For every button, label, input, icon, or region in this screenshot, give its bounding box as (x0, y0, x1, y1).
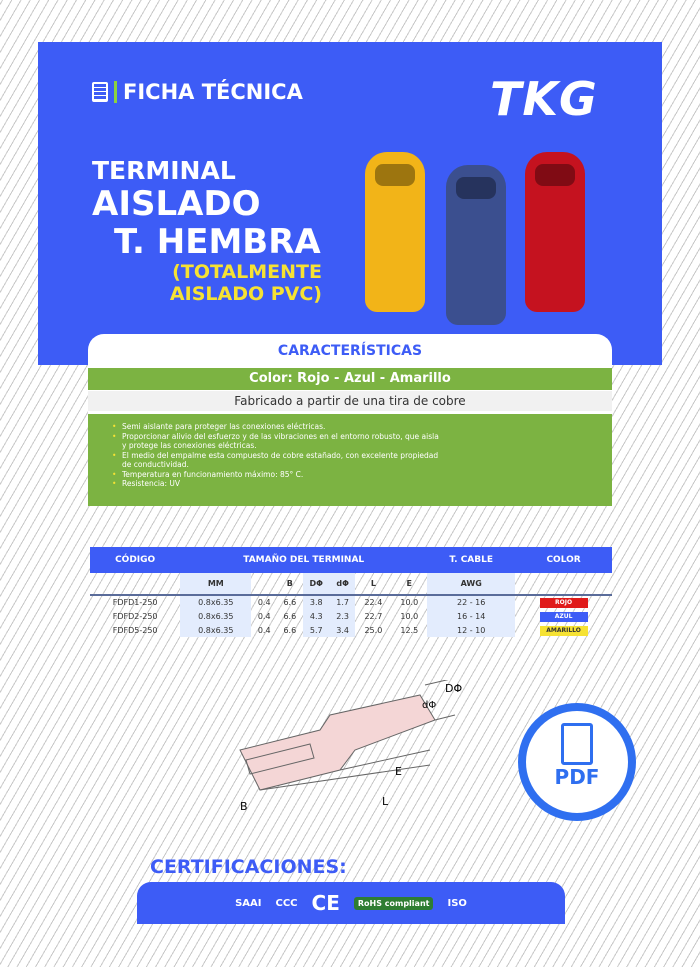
color-badge: ROJO (540, 598, 588, 608)
cell-E: 12.5 (400, 625, 419, 635)
pdf-label: PDF (554, 765, 600, 789)
sub-header: B (277, 573, 303, 595)
document-icon (92, 82, 108, 102)
red-terminal-image (525, 152, 585, 312)
iso-cert-icon: ISO (447, 897, 467, 909)
col-header: COLOR (515, 547, 612, 573)
sub-header: MM (180, 573, 251, 595)
cell-awg: 22 - 16 (427, 595, 515, 609)
col-header: CÓDIGO (90, 547, 180, 573)
cell-L: 25.0 (364, 625, 383, 635)
yellow-terminal-image (365, 152, 425, 312)
label-L: L (382, 795, 389, 808)
color-badge: AMARILLO (540, 626, 588, 636)
cell-a: 0.4 (257, 611, 271, 621)
sub-header: E (391, 573, 427, 595)
cell-awg: 16 - 14 (427, 609, 515, 623)
pdf-download-button[interactable] (518, 703, 636, 821)
features-card (88, 334, 612, 506)
cell-code: FDFD1-250 (112, 598, 158, 607)
terminal-dimension-diagram (230, 680, 490, 830)
cell-awg: 12 - 10 (427, 623, 515, 637)
cell-a: 0.4 (257, 625, 271, 635)
cell-color (515, 609, 612, 623)
cell-color (515, 595, 612, 609)
sub-header (515, 573, 612, 595)
list-item: • Temperatura en funcionamiento máximo: 85° C. (122, 470, 442, 480)
sub-header: L (355, 573, 391, 595)
saai-cert-icon: SAAI (235, 897, 262, 909)
cell-code: FDFD2-250 (112, 611, 158, 621)
color-line: Color: Rojo - Azul - Amarillo (88, 368, 612, 390)
title-line: T. HEMBRA (114, 222, 321, 262)
ccc-cert-icon: CCC (275, 897, 298, 909)
pdf-document-icon (561, 723, 593, 765)
cell-b: 6.6 (283, 611, 297, 621)
cell-code: FDFD5-250 (112, 625, 158, 635)
sub-header (251, 573, 277, 595)
list-item: • Semi aislante para proteger las conexiones eléctricas. (122, 422, 442, 432)
blue-terminal-image (446, 165, 506, 325)
label-d: dΦ (422, 700, 437, 711)
table-row (90, 609, 612, 623)
cert-heading: CERTIFICACIONES: (150, 856, 347, 878)
feature-list (88, 414, 612, 506)
table-row (90, 595, 612, 609)
table-row (90, 623, 612, 637)
label-D: DΦ (445, 682, 463, 695)
logo: TKG (490, 72, 598, 126)
sub-header: dΦ (330, 573, 356, 595)
cell-d: 3.4 (330, 623, 356, 637)
cert-bar (137, 882, 565, 924)
cell-mm: 0.8x6.35 (180, 595, 251, 609)
label-E: E (395, 765, 402, 778)
cell-E: 10.0 (400, 611, 419, 621)
ficha-header (92, 80, 303, 104)
cell-color (515, 623, 612, 637)
list-item: • Resistencia: UV (122, 479, 442, 489)
material-line: Fabricado a partir de una tira de cobre (88, 391, 612, 411)
cell-D: 4.3 (303, 609, 330, 623)
cell-d: 1.7 (330, 595, 356, 609)
list-item: • El medio del empalme esta compuesto de cobre estañado, con excelente propiedad de conductividad. (122, 451, 442, 470)
ficha-label: FICHA TÉCNICA (123, 80, 303, 104)
col-header: T. CABLE (427, 547, 515, 573)
cell-a: 0.4 (257, 598, 271, 607)
rohs-cert-icon: RoHS compliant (354, 897, 434, 910)
title-line: AISLADO (92, 184, 261, 224)
cell-L: 22.7 (364, 611, 383, 621)
cell-E: 10.0 (400, 598, 419, 607)
title-line: TERMINAL (92, 156, 236, 185)
spec-table (90, 547, 612, 637)
color-badge: AZUL (540, 612, 588, 622)
product-title (92, 156, 322, 305)
cell-b: 6.6 (283, 598, 297, 607)
col-header: TAMAÑO DEL TERMINAL (180, 547, 427, 573)
ce-cert-icon: CE (311, 891, 340, 915)
cell-mm: 0.8x6.35 (180, 623, 251, 637)
sub-header: DΦ (303, 573, 330, 595)
sub-header: AWG (427, 573, 515, 595)
sub-header (90, 573, 180, 595)
title-subline: (TOTALMENTE AISLADO PVC) (169, 261, 322, 305)
cell-D: 3.8 (303, 595, 330, 609)
divider (114, 81, 117, 103)
label-B: B (240, 800, 248, 813)
cell-mm: 0.8x6.35 (180, 609, 251, 623)
cell-d: 2.3 (330, 609, 356, 623)
list-item: • Proporcionar alivio del esfuerzo y de las vibraciones en el entorno robusto, que aisla y protege las conexiones eléctricas. (122, 432, 442, 451)
features-heading: CARACTERÍSTICAS (277, 343, 423, 359)
cell-D: 5.7 (303, 623, 330, 637)
cell-L: 22.4 (364, 598, 383, 607)
cell-b: 6.6 (283, 625, 297, 635)
